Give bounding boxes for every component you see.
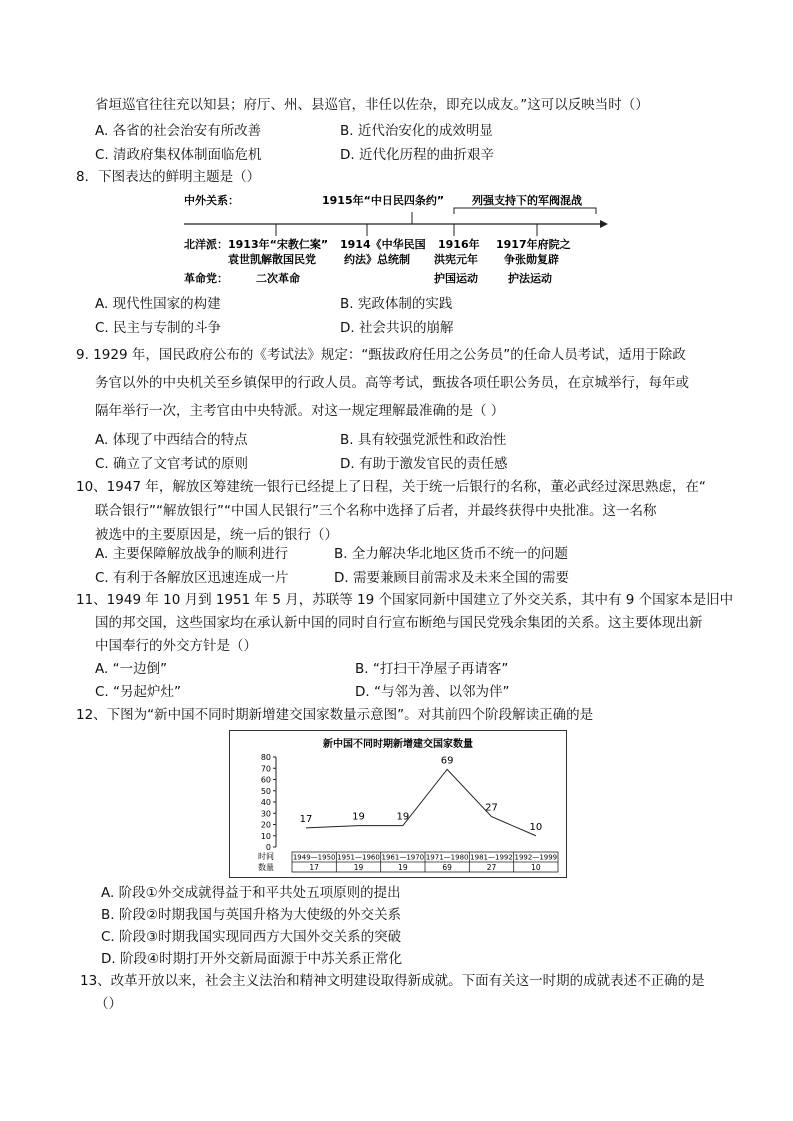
table-category-cell: 1971—1980 bbox=[425, 853, 469, 862]
q9-option-c[interactable]: C. 确立了文官考试的原则 bbox=[95, 456, 249, 472]
q7-option-b[interactable]: B. 近代治安化的成效明显 bbox=[340, 123, 493, 139]
y-tick-label: 10 bbox=[260, 831, 271, 841]
q11-line-3: 中国奉行的外交方针是（） bbox=[95, 638, 257, 654]
timeline-ev1-line1: 1913年“宋教仁案” bbox=[228, 238, 329, 251]
q12-option-c[interactable]: C. 阶段③时期我国实现同西方大国外交关系的突破 bbox=[101, 929, 402, 945]
q7-option-a[interactable]: A. 各省的社会治安有所改善 bbox=[95, 123, 262, 139]
data-label: 17 bbox=[299, 813, 313, 825]
q10-line-1: 10、1947 年，解放区筹建统一银行已经提上了日程，关于统一后银行的名称，董必武经过深思熟虑，在“ bbox=[76, 479, 706, 495]
y-tick-label: 40 bbox=[260, 798, 271, 807]
q8-option-b[interactable]: B. 宪政体制的实践 bbox=[340, 296, 453, 312]
timeline-warlord-label: 列强支持下的军阀混战 bbox=[472, 194, 582, 207]
timeline-ev3-line2: 洪宪元年 bbox=[434, 253, 478, 266]
timeline-row-foreign: 中外关系： bbox=[184, 194, 239, 207]
q11-line-2: 国的邦交国，这些国家均在承认新中国的同时自行宣布断绝与国民党残余集团的关系。这主要体现出新 bbox=[95, 615, 703, 631]
q10-option-c[interactable]: C. 有利于各解放区迅速连成一片 bbox=[95, 570, 289, 586]
chart-y-axis bbox=[261, 753, 276, 852]
y-tick-label: 30 bbox=[260, 809, 271, 819]
timeline-ev4-line2: 争张勋复辟 bbox=[504, 253, 559, 266]
q11-option-b[interactable]: B. “打扫干净屋子再请客” bbox=[355, 661, 509, 677]
y-tick-label: 50 bbox=[260, 786, 271, 796]
q12-option-d[interactable]: D. 阶段④时期打开外交新局面源于中苏关系正常化 bbox=[101, 951, 403, 967]
data-label: 27 bbox=[485, 802, 498, 814]
q11-option-d[interactable]: D. “与邻为善、以邻为伴” bbox=[355, 684, 510, 700]
table-category-cell: 1961—1970 bbox=[381, 853, 425, 862]
table-value-cell: 27 bbox=[486, 863, 497, 872]
q13-line-1: 13、改革开放以来，社会主义法治和精神文明建设取得新成就。下面有关这一时期的成就表述不正确的是 bbox=[80, 973, 705, 989]
timeline-ev3-line1: 1916年 bbox=[438, 238, 480, 251]
y-tick-label: 60 bbox=[260, 775, 271, 785]
q9-line-1: 9. 1929 年，国民政府公布的《考试法》规定：“甄拔政府任用之公务员”的任命人员考试，适用于除政 bbox=[76, 347, 686, 363]
data-label: 19 bbox=[352, 811, 365, 823]
timeline-ev2-line2: 约法》总统制 bbox=[344, 253, 410, 266]
table-value-cell: 17 bbox=[309, 863, 319, 872]
timeline-arrow-icon bbox=[600, 220, 608, 228]
timeline-ev1-rev: 二次革命 bbox=[256, 272, 300, 285]
table-value-cell: 69 bbox=[442, 863, 452, 872]
table-category-cell: 1992—1999 bbox=[514, 853, 558, 862]
y-tick-label: 20 bbox=[260, 820, 271, 830]
chart-line-series bbox=[300, 755, 543, 835]
q11-option-c[interactable]: C. “另起炉灶” bbox=[95, 684, 181, 700]
q8-option-d[interactable]: D. 社会共识的崩解 bbox=[340, 320, 454, 336]
q8-option-c[interactable]: C. 民主与专制的斗争 bbox=[95, 320, 222, 336]
q12-option-b[interactable]: B. 阶段②时期我国与英国升格为大使级的外交关系 bbox=[101, 907, 401, 923]
q7-stem-tail: 省垣巡官往往充以知县；府厅、州、县巡官，非任以佐杂，即充以成友。”这可以反映当时（） bbox=[95, 97, 649, 113]
table-value-cell: 19 bbox=[353, 863, 364, 872]
series-line bbox=[306, 769, 536, 835]
data-label: 69 bbox=[440, 755, 454, 767]
chart-title: 新中国不同时期新增建交国家数量 bbox=[323, 739, 473, 750]
q8-timeline-figure bbox=[180, 186, 610, 290]
data-label: 10 bbox=[529, 821, 543, 833]
q9-option-d[interactable]: D. 有助于激发官民的责任感 bbox=[340, 456, 508, 472]
q9-line-3: 隔年举行一次，主考官由中央特派。对这一规定理解最准确的是（ ） bbox=[95, 403, 505, 419]
timeline-bracket bbox=[454, 208, 596, 214]
q13-line-2: （） bbox=[95, 996, 122, 1012]
table-value-cell: 10 bbox=[531, 863, 541, 872]
q11-option-a[interactable]: A. “一边倒” bbox=[95, 661, 168, 677]
q11-line-1: 11、1949 年 10 月到 1951 年 5 月，苏联等 19 个国家同新中国建立了外交关系，其中有 9 个国家本是旧中 bbox=[76, 592, 734, 608]
q10-option-d[interactable]: D. 需要兼顾目前需求及未来全国的需要 bbox=[334, 570, 569, 586]
q8-stem: 8．下图表达的鲜明主题是（） bbox=[76, 169, 261, 185]
data-label: 19 bbox=[396, 811, 410, 823]
q9-line-2: 务官以外的中央机关至乡镇保甲的行政人员。高等考试，甄拔各项任职公务员，在京城举行，每年或 bbox=[95, 375, 689, 391]
table-category-cell: 1951—1960 bbox=[337, 853, 380, 862]
q8-option-a[interactable]: A. 现代性国家的构建 bbox=[95, 296, 221, 312]
q10-option-a[interactable]: A. 主要保障解放战争的顺利进行 bbox=[95, 546, 289, 562]
q12-stem: 12、下图为“新中国不同时期新增建交国家数量示意图”。对其前四个阶段解读正确的是 bbox=[76, 707, 594, 723]
y-tick-label: 70 bbox=[260, 764, 271, 774]
timeline-ev3-rev: 护国运动 bbox=[434, 272, 478, 285]
timeline-row-revolution: 革命党： bbox=[184, 272, 228, 285]
table-value-cell: 19 bbox=[398, 863, 408, 872]
chart-svg bbox=[230, 731, 566, 877]
timeline-ev4-line1: 1917年府院之 bbox=[496, 238, 571, 251]
q9-option-a[interactable]: A. 体现了中西结合的特点 bbox=[95, 432, 248, 448]
table-row-label-count: 数量 bbox=[258, 863, 274, 872]
q12-chart bbox=[229, 730, 567, 878]
timeline-foreign-event: 1915年“中日民四条约” bbox=[322, 194, 445, 207]
q10-line-3: 被选中的主要原因是，统一后的银行（） bbox=[95, 527, 338, 543]
timeline-ev4-rev: 护法运动 bbox=[508, 272, 552, 285]
timeline-ev2-line1: 1914《中华民国 bbox=[340, 238, 426, 251]
timeline-ev1-line2: 袁世凯解散国民党 bbox=[228, 253, 316, 266]
y-tick-label: 80 bbox=[260, 753, 271, 762]
chart-data-table bbox=[256, 851, 558, 872]
q7-option-d[interactable]: D. 近代化历程的曲折艰辛 bbox=[340, 147, 494, 163]
timeline-svg bbox=[180, 186, 610, 290]
timeline-row-beiyang: 北洋派： bbox=[184, 238, 228, 251]
table-row-label-time: 时间 bbox=[258, 852, 274, 861]
q9-option-b[interactable]: B. 具有较强党派性和政治性 bbox=[340, 432, 507, 448]
q10-option-b[interactable]: B. 全力解决华北地区货币不统一的问题 bbox=[334, 546, 568, 562]
table-category-cell: 1949—1950 bbox=[292, 853, 336, 862]
q10-line-2: 联合银行”“解放银行”“中国人民银行”三个名称中选择了后者，并最终获得中央批准。这一名称 bbox=[95, 503, 657, 519]
table-category-cell: 1981—1992 bbox=[470, 853, 513, 862]
y-tick-label: 0 bbox=[265, 843, 271, 852]
q7-option-c[interactable]: C. 清政府集权体制面临危机 bbox=[95, 147, 262, 163]
q12-option-a[interactable]: A. 阶段①外交成就得益于和平共处五项原则的提出 bbox=[101, 885, 401, 901]
